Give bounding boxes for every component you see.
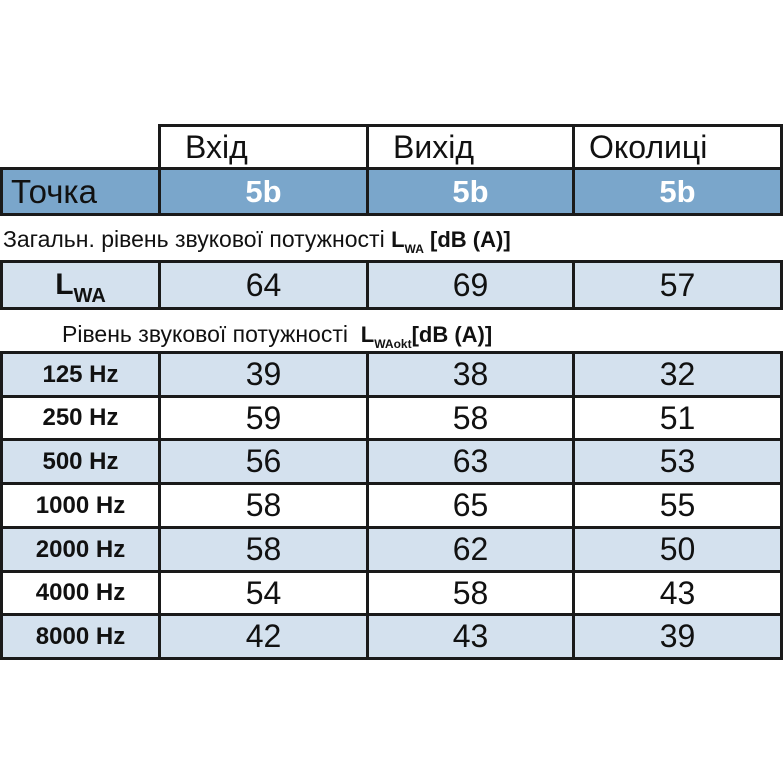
octave-value: 55 — [659, 487, 696, 523]
lwa-subscript: WA — [73, 285, 106, 307]
octave-row-inlet-cell — [158, 395, 369, 441]
lwa-symbol — [55, 268, 106, 307]
octave-value: 54 — [245, 574, 282, 611]
octave-value: 43 — [659, 574, 696, 611]
lwa-value-inlet — [158, 260, 369, 310]
octave-row-inlet-cell — [158, 482, 369, 529]
octave-value: 56 — [245, 443, 282, 479]
octave-row-frequency-cell — [0, 351, 161, 398]
octave-row-outlet-cell — [366, 395, 575, 441]
point-value-text: 5b — [245, 173, 282, 209]
frequency-label: 8000 Hz — [35, 622, 126, 650]
lwa-value-text: 69 — [452, 266, 489, 303]
octave-value: 65 — [452, 487, 489, 523]
octave-row-surroundings-cell — [572, 351, 783, 398]
point-value-inlet — [158, 167, 369, 216]
octave-row-outlet-cell — [366, 351, 575, 398]
lwa-value-outlet — [366, 260, 575, 310]
octave-value: 51 — [659, 399, 696, 436]
column-header-label: Околиці — [589, 128, 708, 165]
octave-value: 63 — [452, 443, 489, 479]
octave-value: 58 — [452, 399, 489, 436]
caption-unit: [dB (A)] — [430, 227, 511, 252]
lwa-row-label — [0, 260, 161, 310]
frequency-label: 4000 Hz — [35, 579, 126, 606]
octave-row-frequency-cell — [0, 395, 161, 441]
octave-row-inlet-cell — [158, 351, 369, 398]
octave-value: 62 — [452, 531, 489, 567]
octave-value: 58 — [245, 531, 282, 567]
octave-row-inlet-cell — [158, 526, 369, 573]
octave-row-outlet-cell — [366, 482, 575, 529]
frequency-label: 1000 Hz — [35, 491, 126, 519]
caption-symbol: L — [391, 227, 405, 252]
lwa-value-text: 57 — [659, 266, 696, 303]
octave-value: 59 — [245, 399, 282, 436]
point-value-text: 5b — [452, 173, 489, 209]
frequency-label: 500 Hz — [42, 447, 119, 475]
column-header-inlet — [158, 124, 369, 170]
caption-subscript: WA — [404, 242, 424, 256]
octave-value: 42 — [245, 618, 282, 654]
lwa-value-surroundings — [572, 260, 783, 310]
octave-value: 32 — [659, 356, 696, 392]
lwa-value-text: 64 — [245, 266, 282, 303]
octave-row-inlet-cell — [158, 570, 369, 616]
octave-row-surroundings-cell — [572, 438, 783, 485]
frequency-label: 250 Hz — [42, 404, 119, 431]
octave-row-outlet-cell — [366, 613, 575, 660]
octave-value: 58 — [452, 574, 489, 611]
column-header-label: Вихід — [393, 128, 474, 165]
octave-row-frequency-cell — [0, 482, 161, 529]
point-row-label — [0, 167, 161, 216]
point-value-outlet — [366, 167, 575, 216]
point-label-text: Точка — [11, 172, 97, 210]
octave-value: 43 — [452, 618, 489, 654]
column-header-label: Вхід — [185, 128, 248, 165]
octave-row-inlet-cell — [158, 613, 369, 660]
caption-subscript: WAokt — [374, 337, 412, 351]
octave-value: 50 — [659, 531, 696, 567]
octave-row-surroundings-cell — [572, 395, 783, 441]
octave-row-outlet-cell — [366, 438, 575, 485]
column-header-surroundings — [572, 124, 783, 170]
lwa-symbol-letter: L — [55, 268, 74, 301]
octave-row-surroundings-cell — [572, 526, 783, 573]
caption-text: Рівень звукової потужності — [62, 321, 348, 347]
caption-text: Загальн. рівень звукової потужності — [3, 226, 385, 252]
octave-row-frequency-cell — [0, 438, 161, 485]
point-value-text: 5b — [659, 173, 696, 209]
octave-row-surroundings-cell — [572, 482, 783, 529]
octave-value: 39 — [245, 356, 282, 392]
caption-symbol: L — [360, 322, 375, 347]
octave-row-surroundings-cell — [572, 570, 783, 616]
octave-row-frequency-cell — [0, 613, 161, 660]
octave-row-inlet-cell — [158, 438, 369, 485]
octave-row-outlet-cell — [366, 570, 575, 616]
octave-value: 38 — [452, 356, 489, 392]
octave-value: 58 — [245, 487, 282, 523]
octave-value: 39 — [659, 618, 696, 654]
point-value-surroundings — [572, 167, 783, 216]
column-header-outlet — [366, 124, 575, 170]
octave-row-frequency-cell — [0, 570, 161, 616]
frequency-label: 125 Hz — [42, 360, 119, 388]
octave-row-frequency-cell — [0, 526, 161, 573]
caption-unit: [dB (A)] — [411, 322, 493, 347]
octave-row-outlet-cell — [366, 526, 575, 573]
octave-power-caption — [62, 321, 493, 351]
total-power-caption — [3, 226, 511, 256]
octave-row-surroundings-cell — [572, 613, 783, 660]
octave-value: 53 — [659, 443, 696, 479]
frequency-label: 2000 Hz — [35, 535, 126, 563]
